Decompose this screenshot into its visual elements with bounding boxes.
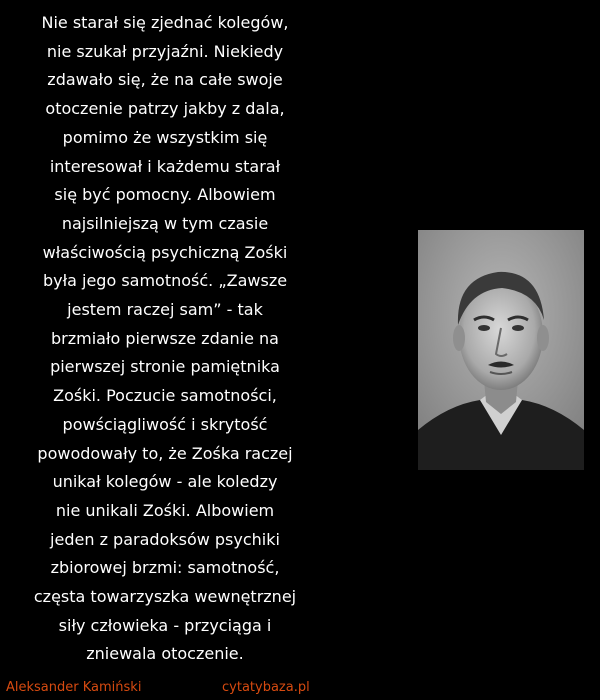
quote-line: częsta towarzyszka wewnętrznej — [33, 587, 297, 607]
quote-line: otoczenie patrzy jakby z dala, — [45, 99, 285, 119]
quote-line: się być pomocny. Albowiem — [54, 185, 276, 205]
quote-line: nie szukał przyjaźni. Niekiedy — [46, 41, 284, 61]
author-name: Aleksander Kamiński — [6, 680, 142, 695]
quote-line: pomimo że wszystkim się — [62, 127, 268, 147]
quote-line: powściągliwość i skrytość — [62, 414, 268, 434]
quote-line: właściwością psychiczną Zośki — [42, 242, 288, 262]
quote-text — [0, 9, 330, 669]
quote-line: brzmiało pierwsze zdanie na — [51, 328, 279, 348]
author-portrait-photo — [418, 230, 584, 470]
quote-line: zniewala otoczenie. — [86, 644, 244, 664]
quote-line: interesował i każdemu starał — [49, 156, 281, 176]
quote-line: Nie starał się zjednać kolegów, — [41, 13, 289, 32]
site-name: cytatybaza.pl — [222, 680, 310, 695]
quote-line: zdawało się, że na całe swoje — [47, 70, 283, 90]
quote-line: pierwszej stronie pamiętnika — [50, 357, 280, 377]
quote-line: powodowały to, że Zośka raczej — [37, 443, 293, 463]
quote-line: nie unikali Zośki. Albowiem — [55, 500, 275, 520]
quote-line: zbiorowej brzmi: samotność, — [50, 558, 280, 578]
quote-line: była jego samotność. „Zawsze — [42, 271, 288, 291]
quote-line: najsilniejszą w tym czasie — [61, 213, 269, 233]
quote-line: unikał kolegów - ale koledzy — [52, 472, 278, 492]
quote-line: jestem raczej sam” - tak — [67, 300, 263, 320]
author-portrait — [418, 230, 584, 470]
quote-line: jeden z paradoksów psychiki — [50, 529, 280, 549]
quote-line: siły człowieka - przyciąga i — [58, 615, 272, 635]
quote-line: Zośki. Poczucie samotności, — [53, 386, 277, 406]
